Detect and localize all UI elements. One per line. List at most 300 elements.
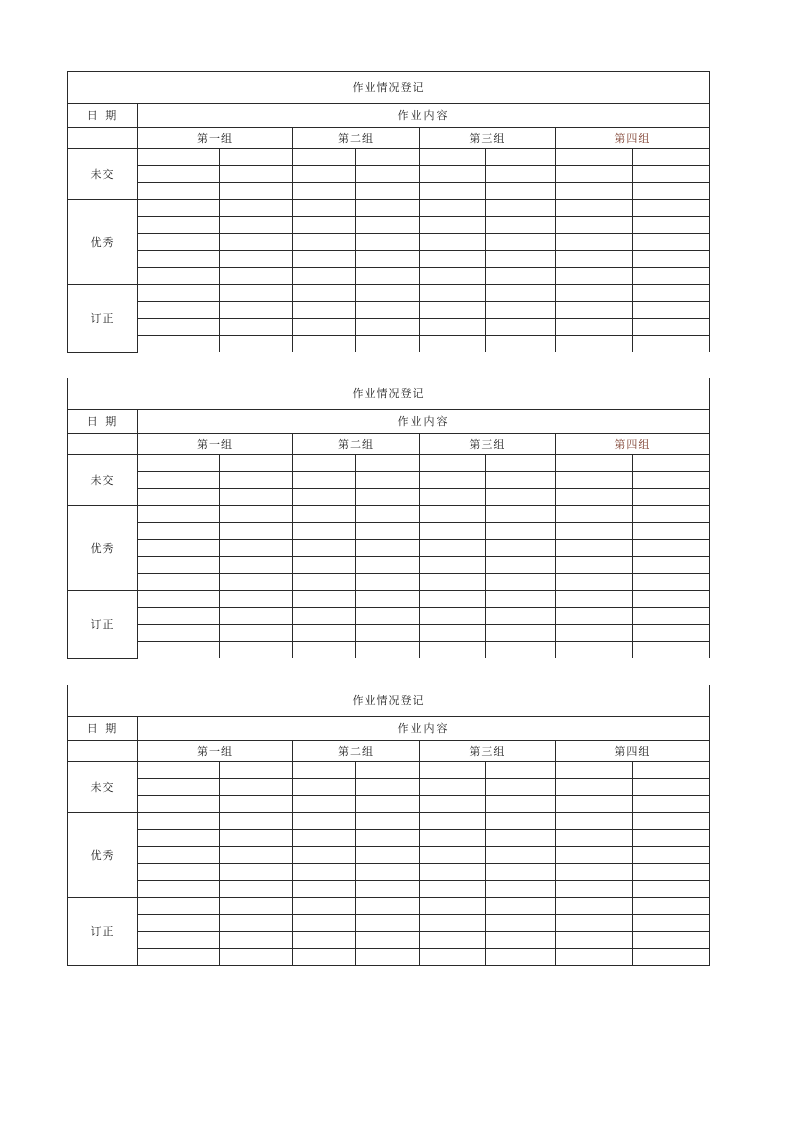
entry-cell[interactable] bbox=[293, 898, 356, 915]
entry-cell[interactable] bbox=[555, 149, 632, 166]
entry-cell[interactable] bbox=[356, 319, 420, 336]
entry-cell[interactable] bbox=[555, 847, 632, 864]
entry-cell[interactable] bbox=[485, 183, 555, 200]
entry-cell[interactable] bbox=[632, 285, 709, 302]
entry-cell[interactable] bbox=[293, 285, 356, 302]
entry-cell[interactable] bbox=[555, 472, 632, 489]
category-excellent: 优秀 bbox=[68, 813, 138, 898]
entry-cell[interactable] bbox=[485, 268, 555, 285]
entry-cell[interactable] bbox=[632, 830, 709, 847]
entry-cell[interactable] bbox=[220, 217, 293, 234]
entry-cell[interactable] bbox=[220, 489, 293, 506]
entry-cell[interactable] bbox=[555, 574, 632, 591]
entry-cell[interactable] bbox=[220, 472, 293, 489]
entry-cell[interactable] bbox=[632, 200, 709, 217]
entry-cell[interactable] bbox=[356, 608, 420, 625]
entry-cell[interactable] bbox=[419, 489, 485, 506]
entry-cell[interactable] bbox=[220, 642, 293, 659]
date-value-cell[interactable] bbox=[68, 741, 138, 762]
entry-cell[interactable] bbox=[220, 183, 293, 200]
entry-cell[interactable] bbox=[137, 915, 219, 932]
entry-cell[interactable] bbox=[485, 847, 555, 864]
entry-cell[interactable] bbox=[356, 915, 420, 932]
entry-cell[interactable] bbox=[293, 864, 356, 881]
entry-cell[interactable] bbox=[293, 472, 356, 489]
entry-cell[interactable] bbox=[137, 540, 219, 557]
entry-cell[interactable] bbox=[220, 557, 293, 574]
entry-cell[interactable] bbox=[220, 523, 293, 540]
register-sheet-2 bbox=[67, 378, 710, 659]
entry-cell[interactable] bbox=[137, 574, 219, 591]
entry-cell[interactable] bbox=[632, 472, 709, 489]
entry-cell[interactable] bbox=[356, 813, 420, 830]
entry-cell[interactable] bbox=[293, 949, 356, 966]
entry-cell[interactable] bbox=[485, 813, 555, 830]
entry-cell[interactable] bbox=[555, 540, 632, 557]
entry-cell[interactable] bbox=[632, 268, 709, 285]
entry-cell[interactable] bbox=[220, 796, 293, 813]
entry-cell[interactable] bbox=[555, 166, 632, 183]
entry-cell[interactable] bbox=[356, 864, 420, 881]
entry-cell[interactable] bbox=[555, 625, 632, 642]
entry-cell[interactable] bbox=[356, 898, 420, 915]
entry-cell[interactable] bbox=[632, 813, 709, 830]
entry-cell[interactable] bbox=[485, 217, 555, 234]
entry-cell[interactable] bbox=[632, 762, 709, 779]
entry-cell[interactable] bbox=[485, 455, 555, 472]
entry-cell[interactable] bbox=[419, 949, 485, 966]
entry-cell[interactable] bbox=[220, 268, 293, 285]
entry-cell[interactable] bbox=[419, 574, 485, 591]
entry-cell[interactable] bbox=[137, 200, 219, 217]
entry-cell[interactable] bbox=[485, 285, 555, 302]
entry-cell[interactable] bbox=[356, 625, 420, 642]
entry-cell[interactable] bbox=[632, 557, 709, 574]
entry-cell[interactable] bbox=[293, 217, 356, 234]
entry-cell[interactable] bbox=[220, 591, 293, 608]
entry-cell[interactable] bbox=[356, 200, 420, 217]
entry-cell[interactable] bbox=[485, 642, 555, 659]
entry-cell[interactable] bbox=[419, 864, 485, 881]
entry-cell[interactable] bbox=[419, 336, 485, 353]
entry-cell[interactable] bbox=[485, 200, 555, 217]
entry-cell[interactable] bbox=[356, 847, 420, 864]
entry-cell[interactable] bbox=[485, 830, 555, 847]
entry-cell[interactable] bbox=[293, 489, 356, 506]
entry-cell[interactable] bbox=[220, 455, 293, 472]
entry-cell[interactable] bbox=[419, 217, 485, 234]
entry-cell[interactable] bbox=[137, 608, 219, 625]
entry-cell[interactable] bbox=[632, 881, 709, 898]
entry-cell[interactable] bbox=[220, 506, 293, 523]
entry-cell[interactable] bbox=[356, 149, 420, 166]
entry-cell[interactable] bbox=[632, 779, 709, 796]
entry-cell[interactable] bbox=[220, 574, 293, 591]
entry-cell[interactable] bbox=[419, 200, 485, 217]
entry-cell[interactable] bbox=[419, 455, 485, 472]
entry-cell[interactable] bbox=[293, 251, 356, 268]
entry-cell[interactable] bbox=[356, 830, 420, 847]
entry-cell[interactable] bbox=[293, 268, 356, 285]
entry-cell[interactable] bbox=[632, 864, 709, 881]
category-not-submitted: 未交 bbox=[68, 762, 138, 813]
entry-cell[interactable] bbox=[632, 302, 709, 319]
entry-cell[interactable] bbox=[555, 881, 632, 898]
entry-cell[interactable] bbox=[485, 932, 555, 949]
entry-cell[interactable] bbox=[356, 574, 420, 591]
entry-cell[interactable] bbox=[356, 642, 420, 659]
entry-cell[interactable] bbox=[137, 557, 219, 574]
entry-cell[interactable] bbox=[356, 523, 420, 540]
entry-cell[interactable] bbox=[555, 949, 632, 966]
entry-cell[interactable] bbox=[419, 285, 485, 302]
entry-cell[interactable] bbox=[356, 779, 420, 796]
entry-cell[interactable] bbox=[293, 625, 356, 642]
entry-cell[interactable] bbox=[137, 847, 219, 864]
entry-cell[interactable] bbox=[485, 796, 555, 813]
entry-cell[interactable] bbox=[356, 557, 420, 574]
date-value-cell[interactable] bbox=[68, 434, 138, 455]
entry-cell[interactable] bbox=[419, 881, 485, 898]
date-value-cell[interactable] bbox=[68, 128, 138, 149]
entry-cell[interactable] bbox=[293, 779, 356, 796]
entry-cell[interactable] bbox=[137, 523, 219, 540]
entry-cell[interactable] bbox=[293, 557, 356, 574]
entry-cell[interactable] bbox=[632, 336, 709, 353]
entry-cell[interactable] bbox=[356, 183, 420, 200]
entry-cell[interactable] bbox=[632, 608, 709, 625]
entry-cell[interactable] bbox=[419, 625, 485, 642]
entry-cell[interactable] bbox=[419, 591, 485, 608]
entry-cell[interactable] bbox=[419, 796, 485, 813]
entry-cell[interactable] bbox=[632, 217, 709, 234]
entry-cell[interactable] bbox=[485, 574, 555, 591]
entry-cell[interactable] bbox=[137, 234, 219, 251]
entry-cell[interactable] bbox=[220, 336, 293, 353]
entry-cell[interactable] bbox=[485, 557, 555, 574]
entry-cell[interactable] bbox=[632, 489, 709, 506]
entry-cell[interactable] bbox=[137, 642, 219, 659]
entry-cell[interactable] bbox=[356, 166, 420, 183]
entry-cell[interactable] bbox=[137, 591, 219, 608]
entry-cell[interactable] bbox=[485, 625, 555, 642]
entry-cell[interactable] bbox=[555, 217, 632, 234]
entry-cell[interactable] bbox=[220, 149, 293, 166]
entry-cell[interactable] bbox=[137, 268, 219, 285]
entry-cell[interactable] bbox=[137, 489, 219, 506]
entry-cell[interactable] bbox=[632, 949, 709, 966]
entry-cell[interactable] bbox=[555, 268, 632, 285]
entry-cell[interactable] bbox=[419, 779, 485, 796]
entry-cell[interactable] bbox=[632, 251, 709, 268]
entry-cell[interactable] bbox=[555, 932, 632, 949]
entry-cell[interactable] bbox=[220, 251, 293, 268]
entry-cell[interactable] bbox=[632, 625, 709, 642]
entry-cell[interactable] bbox=[485, 762, 555, 779]
entry-cell[interactable] bbox=[632, 455, 709, 472]
entry-cell[interactable] bbox=[356, 302, 420, 319]
entry-cell[interactable] bbox=[419, 472, 485, 489]
entry-cell[interactable] bbox=[137, 319, 219, 336]
entry-cell[interactable] bbox=[555, 302, 632, 319]
entry-cell[interactable] bbox=[293, 813, 356, 830]
entry-cell[interactable] bbox=[419, 847, 485, 864]
entry-cell[interactable] bbox=[632, 898, 709, 915]
entry-cell[interactable] bbox=[419, 234, 485, 251]
entry-cell[interactable] bbox=[485, 472, 555, 489]
entry-cell[interactable] bbox=[137, 472, 219, 489]
entry-cell[interactable] bbox=[293, 830, 356, 847]
entry-cell[interactable] bbox=[555, 251, 632, 268]
entry-cell[interactable] bbox=[220, 200, 293, 217]
entry-cell[interactable] bbox=[220, 847, 293, 864]
group-1-header: 第一组 bbox=[137, 741, 292, 762]
entry-cell[interactable] bbox=[485, 523, 555, 540]
entry-cell[interactable] bbox=[220, 166, 293, 183]
entry-cell[interactable] bbox=[137, 183, 219, 200]
entry-cell[interactable] bbox=[632, 591, 709, 608]
entry-cell[interactable] bbox=[220, 540, 293, 557]
entry-cell[interactable] bbox=[293, 506, 356, 523]
entry-cell[interactable] bbox=[419, 915, 485, 932]
entry-cell[interactable] bbox=[293, 183, 356, 200]
entry-cell[interactable] bbox=[632, 915, 709, 932]
entry-cell[interactable] bbox=[220, 864, 293, 881]
entry-cell[interactable] bbox=[555, 642, 632, 659]
entry-cell[interactable] bbox=[485, 864, 555, 881]
entry-cell[interactable] bbox=[632, 523, 709, 540]
entry-cell[interactable] bbox=[632, 234, 709, 251]
entry-cell[interactable] bbox=[293, 166, 356, 183]
entry-cell[interactable] bbox=[293, 591, 356, 608]
entry-cell[interactable] bbox=[632, 319, 709, 336]
entry-cell[interactable] bbox=[555, 813, 632, 830]
entry-cell[interactable] bbox=[356, 268, 420, 285]
entry-cell[interactable] bbox=[137, 932, 219, 949]
entry-cell[interactable] bbox=[419, 540, 485, 557]
entry-cell[interactable] bbox=[632, 574, 709, 591]
entry-cell[interactable] bbox=[220, 779, 293, 796]
entry-cell[interactable] bbox=[220, 881, 293, 898]
entry-cell[interactable] bbox=[137, 881, 219, 898]
entry-cell[interactable] bbox=[419, 166, 485, 183]
entry-cell[interactable] bbox=[419, 830, 485, 847]
entry-cell[interactable] bbox=[293, 574, 356, 591]
entry-cell[interactable] bbox=[137, 813, 219, 830]
entry-cell[interactable] bbox=[485, 166, 555, 183]
entry-cell[interactable] bbox=[419, 506, 485, 523]
entry-cell[interactable] bbox=[356, 506, 420, 523]
entry-cell[interactable] bbox=[137, 864, 219, 881]
entry-cell[interactable] bbox=[293, 642, 356, 659]
entry-cell[interactable] bbox=[137, 830, 219, 847]
entry-cell[interactable] bbox=[293, 796, 356, 813]
entry-cell[interactable] bbox=[137, 336, 219, 353]
entry-cell[interactable] bbox=[356, 591, 420, 608]
entry-cell[interactable] bbox=[356, 455, 420, 472]
entry-cell[interactable] bbox=[137, 779, 219, 796]
entry-cell[interactable] bbox=[356, 251, 420, 268]
entry-cell[interactable] bbox=[293, 319, 356, 336]
entry-cell[interactable] bbox=[137, 796, 219, 813]
entry-cell[interactable] bbox=[293, 302, 356, 319]
entry-cell[interactable] bbox=[485, 336, 555, 353]
entry-cell[interactable] bbox=[419, 183, 485, 200]
entry-cell[interactable] bbox=[356, 234, 420, 251]
entry-cell[interactable] bbox=[137, 251, 219, 268]
entry-cell[interactable] bbox=[485, 540, 555, 557]
entry-cell[interactable] bbox=[137, 506, 219, 523]
entry-cell[interactable] bbox=[356, 881, 420, 898]
entry-cell[interactable] bbox=[555, 506, 632, 523]
entry-cell[interactable] bbox=[485, 234, 555, 251]
entry-cell[interactable] bbox=[220, 813, 293, 830]
entry-cell[interactable] bbox=[356, 472, 420, 489]
entry-cell[interactable] bbox=[293, 608, 356, 625]
entry-cell[interactable] bbox=[632, 847, 709, 864]
entry-cell[interactable] bbox=[485, 319, 555, 336]
entry-cell[interactable] bbox=[419, 302, 485, 319]
entry-cell[interactable] bbox=[555, 779, 632, 796]
entry-cell[interactable] bbox=[356, 540, 420, 557]
entry-cell[interactable] bbox=[220, 608, 293, 625]
entry-cell[interactable] bbox=[220, 898, 293, 915]
register-table bbox=[67, 71, 710, 353]
entry-cell[interactable] bbox=[485, 149, 555, 166]
entry-cell[interactable] bbox=[220, 302, 293, 319]
entry-cell[interactable] bbox=[485, 915, 555, 932]
entry-cell[interactable] bbox=[555, 608, 632, 625]
entry-cell[interactable] bbox=[419, 268, 485, 285]
entry-cell[interactable] bbox=[485, 506, 555, 523]
entry-cell[interactable] bbox=[293, 336, 356, 353]
entry-cell[interactable] bbox=[555, 234, 632, 251]
entry-cell[interactable] bbox=[555, 285, 632, 302]
entry-cell[interactable] bbox=[356, 285, 420, 302]
entry-cell[interactable] bbox=[293, 932, 356, 949]
entry-cell[interactable] bbox=[356, 217, 420, 234]
entry-cell[interactable] bbox=[137, 149, 219, 166]
entry-cell[interactable] bbox=[419, 557, 485, 574]
entry-cell[interactable] bbox=[356, 489, 420, 506]
entry-cell[interactable] bbox=[137, 302, 219, 319]
entry-cell[interactable] bbox=[555, 489, 632, 506]
entry-cell[interactable] bbox=[293, 149, 356, 166]
entry-cell[interactable] bbox=[137, 949, 219, 966]
entry-cell[interactable] bbox=[632, 540, 709, 557]
entry-cell[interactable] bbox=[485, 489, 555, 506]
entry-cell[interactable] bbox=[555, 523, 632, 540]
entry-cell[interactable] bbox=[220, 319, 293, 336]
entry-cell[interactable] bbox=[137, 625, 219, 642]
entry-cell[interactable] bbox=[220, 915, 293, 932]
entry-cell[interactable] bbox=[419, 932, 485, 949]
entry-cell[interactable] bbox=[632, 506, 709, 523]
entry-cell[interactable] bbox=[555, 898, 632, 915]
entry-cell[interactable] bbox=[632, 932, 709, 949]
entry-cell[interactable] bbox=[293, 234, 356, 251]
entry-cell[interactable] bbox=[555, 319, 632, 336]
entry-cell[interactable] bbox=[220, 625, 293, 642]
entry-cell[interactable] bbox=[555, 796, 632, 813]
entry-cell[interactable] bbox=[632, 166, 709, 183]
entry-cell[interactable] bbox=[220, 932, 293, 949]
entry-cell[interactable] bbox=[632, 796, 709, 813]
entry-cell[interactable] bbox=[220, 285, 293, 302]
entry-cell[interactable] bbox=[293, 762, 356, 779]
entry-cell[interactable] bbox=[356, 932, 420, 949]
entry-cell[interactable] bbox=[293, 847, 356, 864]
entry-cell[interactable] bbox=[137, 455, 219, 472]
entry-cell[interactable] bbox=[419, 762, 485, 779]
entry-cell[interactable] bbox=[485, 608, 555, 625]
entry-cell[interactable] bbox=[137, 898, 219, 915]
entry-cell[interactable] bbox=[555, 762, 632, 779]
entry-cell[interactable] bbox=[419, 642, 485, 659]
entry-cell[interactable] bbox=[632, 642, 709, 659]
entry-cell[interactable] bbox=[419, 319, 485, 336]
entry-cell[interactable] bbox=[555, 830, 632, 847]
entry-cell[interactable] bbox=[419, 813, 485, 830]
entry-cell[interactable] bbox=[485, 779, 555, 796]
entry-cell[interactable] bbox=[220, 762, 293, 779]
entry-cell[interactable] bbox=[293, 455, 356, 472]
entry-cell[interactable] bbox=[220, 830, 293, 847]
entry-cell[interactable] bbox=[220, 949, 293, 966]
entry-cell[interactable] bbox=[293, 200, 356, 217]
entry-cell[interactable] bbox=[137, 217, 219, 234]
entry-cell[interactable] bbox=[555, 557, 632, 574]
entry-cell[interactable] bbox=[293, 915, 356, 932]
entry-cell[interactable] bbox=[485, 898, 555, 915]
group-1-header: 第一组 bbox=[137, 128, 292, 149]
entry-cell[interactable] bbox=[419, 251, 485, 268]
entry-cell[interactable] bbox=[293, 523, 356, 540]
entry-cell[interactable] bbox=[137, 166, 219, 183]
entry-cell[interactable] bbox=[555, 336, 632, 353]
entry-cell[interactable] bbox=[555, 591, 632, 608]
register-table bbox=[67, 378, 710, 659]
entry-cell[interactable] bbox=[485, 949, 555, 966]
register-title: 作业情况登记 bbox=[68, 685, 710, 717]
entry-cell[interactable] bbox=[356, 796, 420, 813]
entry-cell[interactable] bbox=[419, 608, 485, 625]
entry-cell[interactable] bbox=[137, 285, 219, 302]
entry-cell[interactable] bbox=[356, 762, 420, 779]
category-correction: 订正 bbox=[68, 898, 138, 966]
entry-cell[interactable] bbox=[555, 455, 632, 472]
entry-cell[interactable] bbox=[419, 149, 485, 166]
entry-cell[interactable] bbox=[485, 251, 555, 268]
entry-cell[interactable] bbox=[419, 898, 485, 915]
entry-cell[interactable] bbox=[293, 881, 356, 898]
entry-cell[interactable] bbox=[419, 523, 485, 540]
entry-cell[interactable] bbox=[485, 881, 555, 898]
entry-cell[interactable] bbox=[555, 183, 632, 200]
entry-cell[interactable] bbox=[293, 540, 356, 557]
entry-cell[interactable] bbox=[485, 302, 555, 319]
entry-cell[interactable] bbox=[485, 591, 555, 608]
entry-cell[interactable] bbox=[555, 915, 632, 932]
entry-cell[interactable] bbox=[555, 864, 632, 881]
entry-cell[interactable] bbox=[632, 183, 709, 200]
entry-cell[interactable] bbox=[220, 234, 293, 251]
entry-cell[interactable] bbox=[555, 200, 632, 217]
entry-cell[interactable] bbox=[356, 949, 420, 966]
entry-cell[interactable] bbox=[356, 336, 420, 353]
entry-cell[interactable] bbox=[137, 762, 219, 779]
entry-cell[interactable] bbox=[632, 149, 709, 166]
